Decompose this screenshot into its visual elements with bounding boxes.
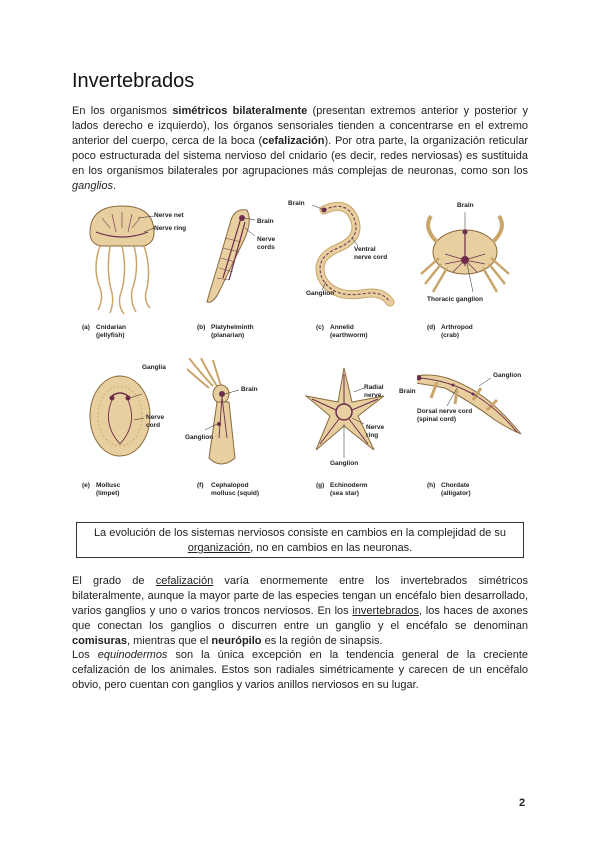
text-run: varía enormemente entre los invertebrados simétricos bilateralmente, aunque la mayor parte de las especies tengan un encéfalo bien desarrollado, varios ganglios y uno o varios troncos nerviosos. En los (72, 575, 528, 617)
panel-earthworm (288, 198, 417, 350)
label-ganglion: Ganglion (185, 434, 214, 441)
label-nerve: Nerve (366, 424, 385, 431)
label-brain: Brain (399, 388, 416, 395)
label-nerve-cord: nerve cord (354, 254, 388, 261)
caption-name: Annelid (330, 324, 354, 331)
caption-f (197, 482, 259, 497)
label-cords: cords (257, 244, 275, 251)
label-spinal-cord: (spinal cord) (417, 416, 457, 423)
caption-sub: (alligator) (441, 489, 471, 497)
text-run: El grado de (72, 575, 156, 587)
text-run: (presentan extremos anterior y posterior y lados derecho e izquierdo), los órganos sensoriales tienden a concentrarse en el extremo anterior del cuerpo, cerca de la boca ( (72, 105, 528, 147)
caption-name: Cephalopod (211, 482, 249, 489)
caption-sub: (earthworm) (330, 331, 368, 339)
panel-jellyfish (72, 198, 187, 350)
intro-paragraph (72, 104, 528, 194)
label-cord: cord (146, 422, 161, 429)
caption-name: Echinoderm (330, 482, 368, 489)
label-ganglion: Ganglion (330, 460, 359, 467)
planarian-illustration (187, 198, 302, 316)
page-title: Invertebrados (72, 70, 195, 92)
sea-star-illustration (302, 358, 417, 476)
caption-e (82, 482, 120, 497)
panel-planarian (187, 198, 302, 350)
bold-term: comisuras (72, 635, 128, 647)
text-run: . (112, 180, 117, 192)
underlined-term: cefalización (155, 575, 214, 587)
panel-squid (187, 358, 302, 510)
caption-name: Mollusc (96, 482, 121, 489)
caption-letter: (h) (427, 482, 436, 489)
label-ring: ring (366, 432, 379, 439)
caption-a (82, 324, 126, 339)
caption-g (316, 482, 368, 497)
text-run: es la región de sinapsis. (261, 635, 383, 647)
bold-term: cefalización (262, 135, 325, 147)
underlined-term: invertebrados (352, 605, 420, 617)
italic-term: equinodermos (97, 649, 168, 661)
text-run: son la única excepción en la tendencia general de la creciente cefalización de los animales. Estos son radiales simétricamente y carecen de un encéfalo obvio, pero cuentan con ganglios y varios anillos nerviosos en su lugar. (72, 649, 528, 691)
text-run: , mientras que el (127, 635, 212, 647)
caption-letter: (a) (82, 324, 90, 331)
caption-letter: (d) (427, 324, 436, 331)
text-run: Los (72, 649, 98, 661)
echinoderm-paragraph (72, 648, 528, 693)
caption-b (197, 324, 254, 339)
caption-letter: (c) (316, 324, 324, 331)
caption-sub: (jellyfish) (96, 331, 125, 339)
label-nerve-net: Nerve net (154, 212, 184, 219)
panel-crab (417, 198, 532, 350)
squid-illustration (187, 358, 302, 476)
text-run: La evolución de los sistemas nerviosos consiste en cambios en la complejidad de su (93, 527, 507, 539)
label-nerve: Nerve (146, 414, 165, 421)
caption-letter: (e) (82, 482, 90, 489)
label-ganglion: Ganglion (306, 290, 335, 297)
caption-sub: mollusc (squid) (211, 489, 260, 497)
label-nerve-ring: Nerve ring (154, 225, 187, 232)
nervous-systems-figure (72, 198, 532, 503)
caption-sub: (planarian) (211, 331, 245, 339)
bold-term: neurópilo (211, 635, 262, 647)
panel-limpet (72, 358, 187, 510)
caption-letter: (f) (197, 482, 204, 489)
caption-sub: (sea star) (330, 489, 359, 497)
label-thoracic-ganglion: Thoracic ganglion (427, 296, 483, 303)
underlined-term: organización (187, 542, 251, 554)
label-nerve: nerve (364, 392, 382, 399)
label-ganglia: Ganglia (142, 364, 166, 371)
caption-name: Chordate (441, 482, 470, 489)
caption-h (427, 482, 471, 497)
label-brain: Brain (288, 200, 305, 207)
label-brain: Brain (457, 202, 474, 209)
text-run: ). Por otra parte, la organización reticular poco estructurada del sistema nervioso del cnidario (es decir, redes nerviosas) es sustituida en los organismos bilaterales por agrupaciones más complejas de neuronas, como son los (72, 135, 528, 177)
callout-box (76, 522, 524, 558)
caption-c (316, 324, 368, 339)
caption-letter: (b) (197, 324, 206, 331)
bold-term: simétricos bilateralmente (172, 105, 308, 117)
caption-letter: (g) (316, 482, 325, 489)
label-ventral: Ventral (354, 246, 376, 253)
caption-name: Platyhelminth (211, 324, 254, 331)
italic-term: ganglios (72, 180, 113, 192)
text-run: En los organismos (72, 105, 173, 117)
panel-alligator (399, 358, 532, 510)
label-nerve: Nerve (257, 236, 276, 243)
caption-sub: (crab) (441, 331, 460, 339)
caption-name: Arthropod (441, 324, 473, 331)
label-radial: Radial (364, 384, 384, 391)
panel-sea-star (302, 358, 417, 510)
label-dorsal-nerve-cord: Dorsal nerve cord (417, 408, 473, 415)
text-run: , no en cambios en las neuronas. (250, 542, 413, 554)
label-ganglion: Ganglion (493, 372, 522, 379)
caption-sub: (limpet) (96, 489, 120, 497)
label-brain: Brain (241, 386, 258, 393)
limpet-illustration (72, 358, 187, 476)
caption-name: Cnidarian (96, 324, 126, 331)
text-run: , los haces de axones que conectan los ganglios o discurren entre un ganglio y el encéfalo se denominan (72, 605, 528, 632)
caption-d (427, 324, 473, 339)
page-number: 2 (519, 797, 526, 809)
cephalization-paragraph (72, 574, 528, 649)
label-brain: Brain (257, 218, 274, 225)
